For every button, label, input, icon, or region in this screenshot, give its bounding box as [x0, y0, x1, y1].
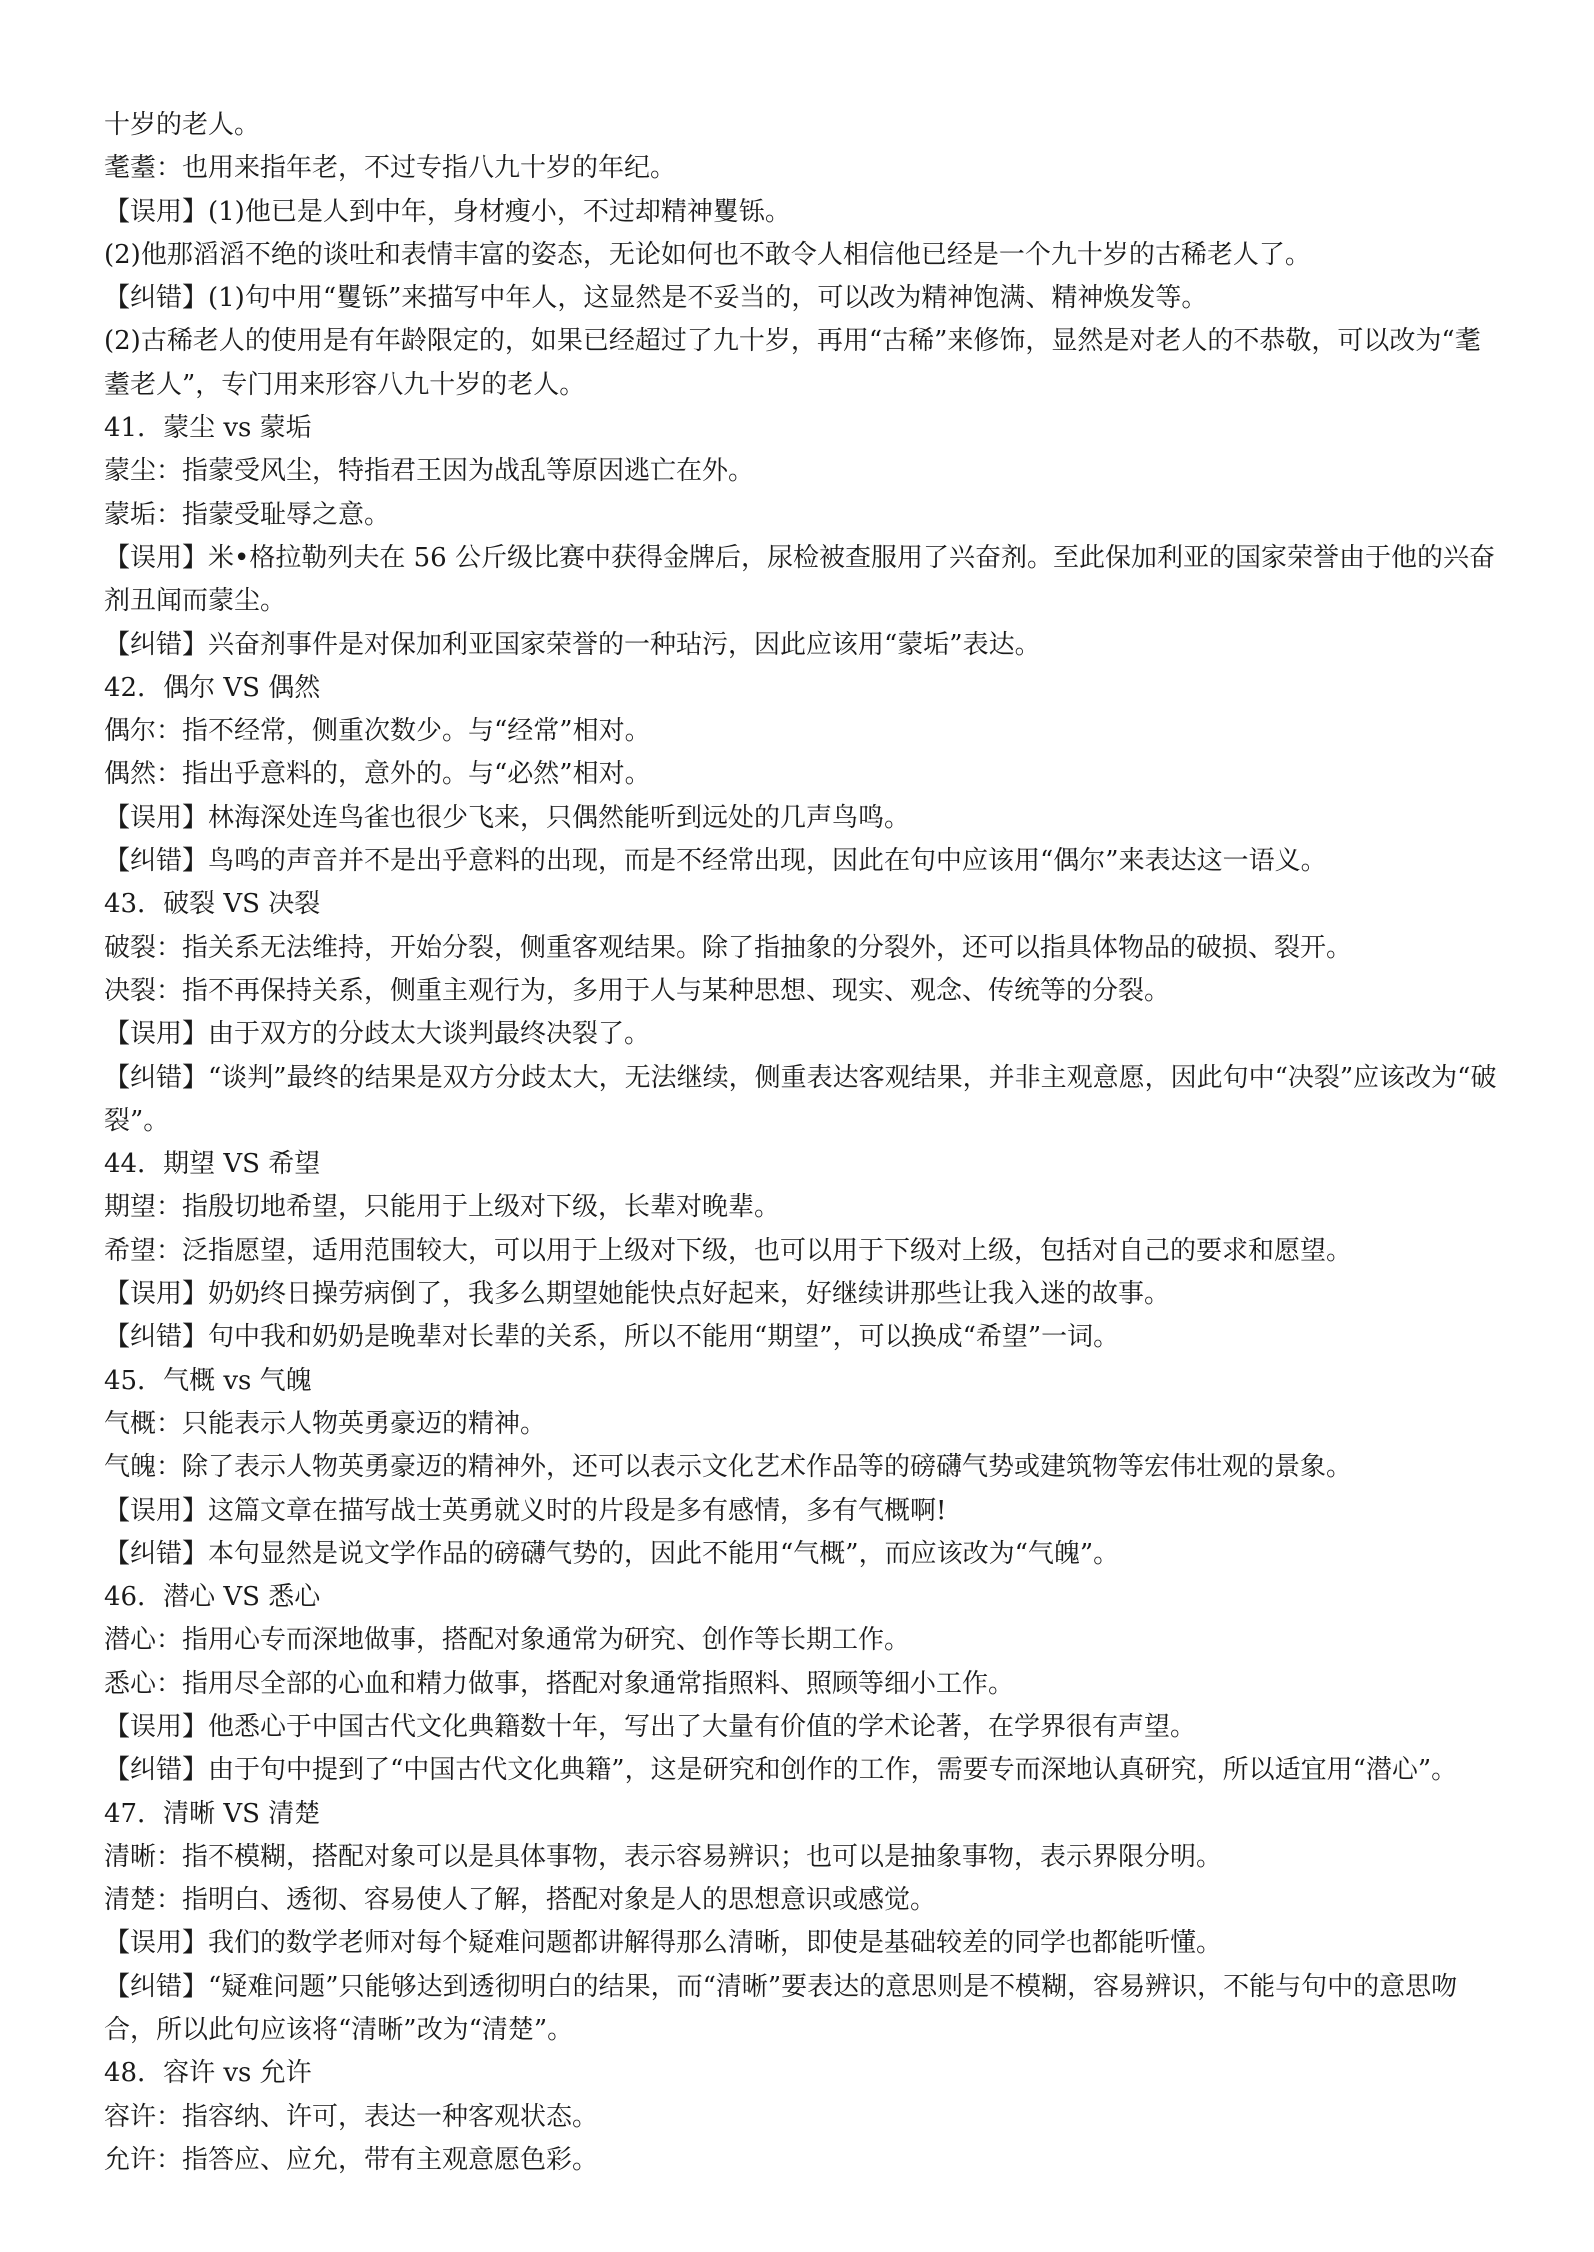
text-line: 【误用】由于双方的分歧太大谈判最终决裂了。: [104, 1019, 651, 1050]
text-line: 容许：指容纳、许可，表达一种客观状态。: [104, 2101, 599, 2132]
section-heading: 43．破裂 VS 决裂: [104, 889, 321, 920]
text-line: 【误用】(1)他已是人到中年，身材瘦小，不过却精神矍铄。: [104, 196, 791, 227]
text-line: 允许：指答应、应允，带有主观意愿色彩。: [104, 2144, 599, 2175]
text-line: 十岁的老人。: [104, 110, 261, 140]
text-line: 悉心：指用尽全部的心血和精力做事，搭配对象通常指照料、照顾等细小工作。: [104, 1668, 1015, 1699]
text-line: 【纠错】本句显然是说文学作品的磅礴气势的，因此不能用“气概”，而应该改为“气魄”。: [104, 1538, 1120, 1569]
section-heading: 42．偶尔 VS 偶然: [104, 672, 321, 703]
text-line: (2)古稀老人的使用是有年龄限定的，如果已经超过了九十岁，再用“古稀”来修饰，显然是对老人的不恭敬，可以改为“耄耋老人”，专门用来形容八九十岁的老人。: [104, 326, 1481, 400]
text-line: 【纠错】兴奋剂事件是对保加利亚国家荣誉的一种玷污，因此应该用“蒙垢”表达。: [104, 629, 1041, 660]
text-line: 【误用】这篇文章在描写战士英勇就义时的片段是多有感情，多有气概啊!: [104, 1495, 947, 1526]
text-line: (2)他那滔滔不绝的谈吐和表情丰富的姿态，无论如何也不敢令人相信他已经是一个九十岁的古稀老人了。: [104, 239, 1311, 270]
text-line: 潜心：指用心专而深地做事，搭配对象通常为研究、创作等长期工作。: [104, 1625, 911, 1656]
text-line: 气魄：除了表示人物英勇豪迈的精神外，还可以表示文化艺术作品等的磅礴气势或建筑物等宏伟壮观的景象。: [104, 1452, 1353, 1483]
section-heading: 45．气概 vs 气魄: [104, 1365, 312, 1396]
text-line: 【纠错】句中我和奶奶是晚辈对长辈的关系，所以不能用“期望”，可以换成“希望”一词。: [104, 1322, 1120, 1353]
text-line: 【纠错】由于句中提到了“中国古代文化典籍”，这是研究和创作的工作，需要专而深地认真研究，所以适宜用“潜心”。: [104, 1755, 1458, 1786]
text-line: 偶尔：指不经常，侧重次数少。与“经常”相对。: [104, 716, 651, 747]
section-heading: 46．潜心 VS 悉心: [104, 1582, 321, 1613]
text-line: 【误用】我们的数学老师对每个疑难问题都讲解得那么清晰，即使是基础较差的同学也都能听懂。: [104, 1928, 1223, 1959]
text-line: 决裂：指不再保持关系，侧重主观行为，多用于人与某种思想、现实、观念、传统等的分裂。: [104, 975, 1171, 1006]
text-line: 【纠错】“谈判”最终的结果是双方分歧太大，无法继续，侧重表达客观结果，并非主观意愿，因此句中“决裂”应该改为“破裂”。: [104, 1062, 1497, 1136]
text-line: 【误用】奶奶终日操劳病倒了，我多么期望她能快点好起来，好继续讲那些让我入迷的故事。: [104, 1279, 1171, 1310]
section-heading: 47．清晰 VS 清楚: [104, 1798, 321, 1829]
text-line: 【纠错】鸟鸣的声音并不是出乎意料的出现，而是不经常出现，因此在句中应该用“偶尔”来表达这一语义。: [104, 846, 1327, 877]
text-line: 破裂：指关系无法维持，开始分裂，侧重客观结果。除了指抽象的分裂外，还可以指具体物品的破损、裂开。: [104, 932, 1353, 963]
document-page: [104, 104, 1504, 2182]
text-line: 偶然：指出乎意料的，意外的。与“必然”相对。: [104, 759, 651, 790]
section-heading: 41．蒙尘 vs 蒙垢: [104, 413, 312, 444]
text-line: 【误用】米•格拉勒列夫在 56 公斤级比赛中获得金牌后，尿检被查服用了兴奋剂。至此保加利亚的国家荣誉由于他的兴奋剂丑闻而蒙尘。: [104, 542, 1495, 617]
text-line: 【误用】他悉心于中国古代文化典籍数十年，写出了大量有价值的学术论著，在学界很有声望。: [104, 1711, 1197, 1742]
text-line: 清楚：指明白、透彻、容易使人了解，搭配对象是人的思想意识或感觉。: [104, 1885, 937, 1916]
text-line: 期望：指殷切地希望，只能用于上级对下级，长辈对晚辈。: [104, 1192, 781, 1223]
text-line: 蒙垢：指蒙受耻辱之意。: [104, 499, 391, 530]
text-line: 气概：只能表示人物英勇豪迈的精神。: [104, 1408, 547, 1439]
text-line: 耄耋：也用来指年老，不过专指八九十岁的年纪。: [104, 153, 677, 184]
text-line: 【误用】林海深处连鸟雀也很少飞来，只偶然能听到远处的几声鸟鸣。: [104, 802, 911, 833]
text-line: 【纠错】“疑难问题”只能够达到透彻明白的结果，而“清晰”要表达的意思则是不模糊，容易辨识，不能与句中的意思吻合，所以此句应该将“清晰”改为“清楚”。: [104, 1971, 1458, 2046]
text-line: 希望：泛指愿望，适用范围较大，可以用于上级对下级，也可以用于下级对上级，包括对自己的要求和愿望。: [104, 1235, 1353, 1266]
section-heading: 48．容许 vs 允许: [104, 2058, 312, 2089]
text-line: 清晰：指不模糊，搭配对象可以是具体事物，表示容易辨识；也可以是抽象事物，表示界限分明。: [104, 1841, 1223, 1872]
text-line: 蒙尘：指蒙受风尘，特指君王因为战乱等原因逃亡在外。: [104, 456, 755, 487]
section-heading: 44．期望 VS 希望: [104, 1149, 321, 1180]
text-line: 【纠错】(1)句中用“矍铄”来描写中年人，这显然是不妥当的，可以改为精神饱满、精神焕发等。: [104, 283, 1208, 314]
